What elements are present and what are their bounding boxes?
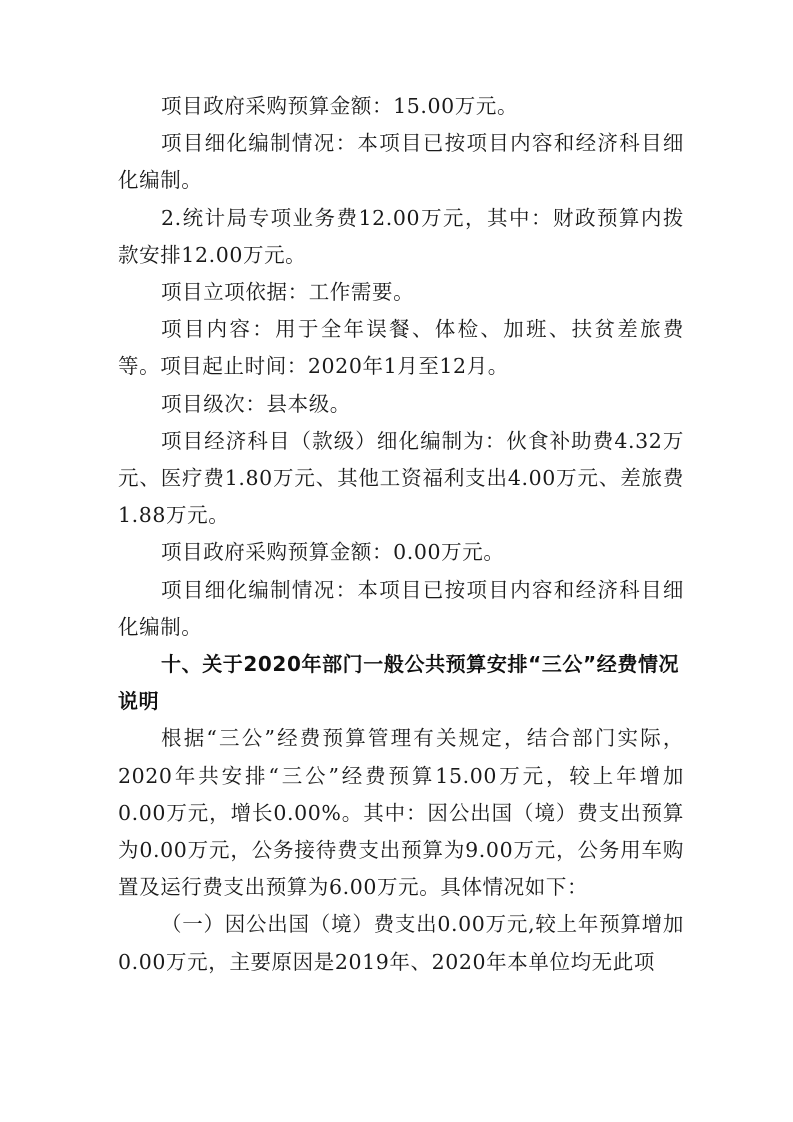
paragraph-three-public-summary: 根据“三公”经费预算管理有关规定，结合部门实际，2020年共安排“三公”经费预算15.00万元，较上年增加0.00万元，增长0.00%。其中：因公出国（境）费支出预算为0.00万元，公务接待费支出预算为9.00万元，公务用车购置及运行费支出预算为6.00万元。具体情况如下： bbox=[118, 726, 684, 900]
paragraph-overseas-travel: （一）因公出国（境）费支出0.00万元,较上年预算增加0.00万元，主要原因是2019年、2020年本单位均无此项 bbox=[118, 912, 684, 974]
paragraph-economic-classification: 项目经济科目（款级）细化编制为：伙食补助费4.32万元、医疗费1.80万元、其他工资福利支出4.00万元、差旅费1.88万元。 bbox=[118, 428, 684, 528]
document-body bbox=[118, 88, 684, 981]
paragraph-project-level: 项目级次：县本级。 bbox=[161, 391, 351, 416]
paragraph-statistics-fee: 2.统计局专项业务费12.00万元，其中：财政预算内拨款安排12.00万元。 bbox=[118, 205, 684, 267]
section-heading: 十、关于2020年部门一般公共预算安排“三公”经费情况说明 bbox=[118, 652, 680, 714]
paragraph-project-content: 项目内容：用于全年误餐、体检、加班、扶贫差旅费等。项目起止时间：2020年1月至12月。 bbox=[118, 317, 684, 379]
paragraph-procurement-amount-2: 项目政府采购预算金额：0.00万元。 bbox=[161, 540, 505, 565]
paragraph-project-basis: 项目立项依据：工作需要。 bbox=[161, 280, 415, 305]
paragraph-refinement-status: 项目细化编制情况：本项目已按项目内容和经济科目细化编制。 bbox=[118, 131, 684, 193]
paragraph-procurement-amount: 项目政府采购预算金额：15.00万元。 bbox=[161, 94, 519, 118]
paragraph-refinement-status-2: 项目细化编制情况：本项目已按项目内容和经济科目细化编制。 bbox=[118, 577, 684, 639]
